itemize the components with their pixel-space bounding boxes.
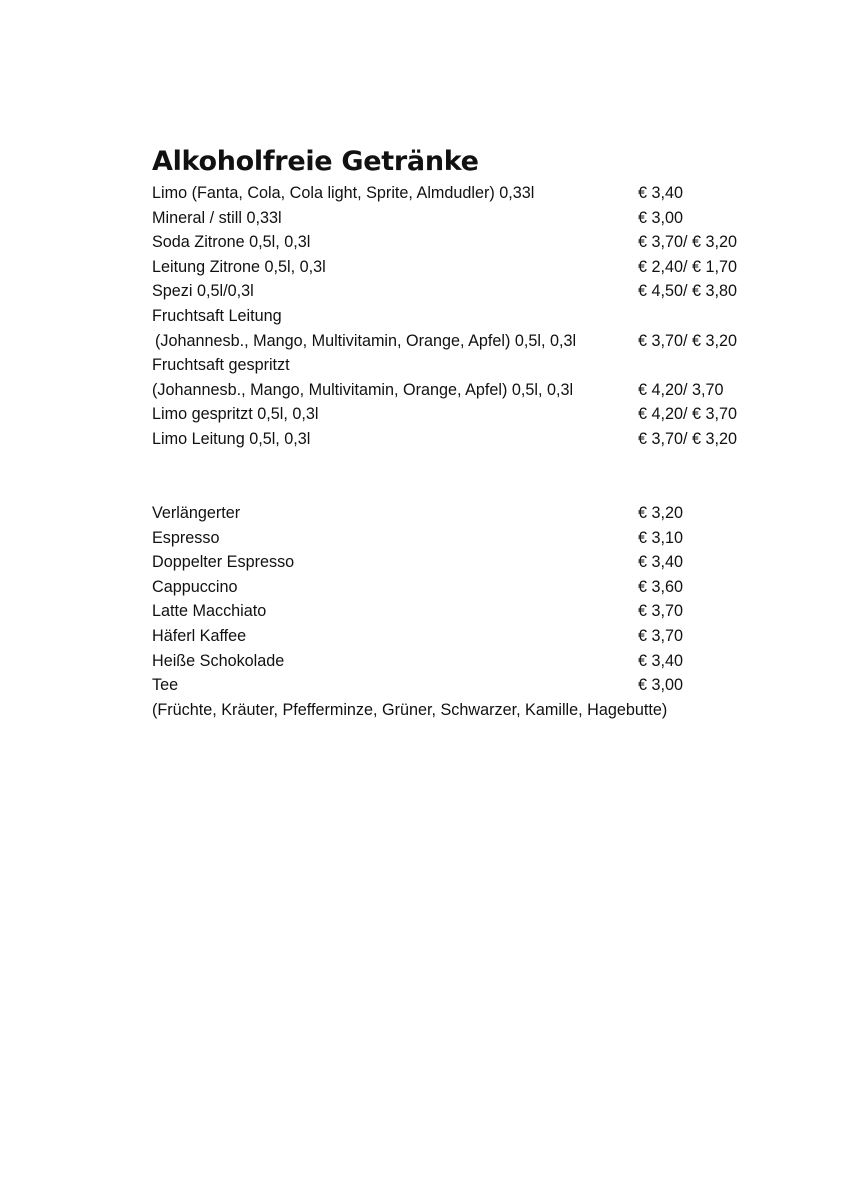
item-name: Fruchtsaft gespritzt <box>152 356 290 375</box>
item-price: € 3,70/ € 3,20 <box>638 233 738 252</box>
item-price: € 3,00 <box>638 208 684 227</box>
item-name: Mineral / still 0,33l <box>152 208 282 227</box>
item-price: € 4,20/ € 3,70 <box>638 405 738 424</box>
menu-item <box>152 501 792 526</box>
menu-item <box>152 329 792 354</box>
item-price: € 3,70/ € 3,20 <box>638 331 738 350</box>
menu-item <box>152 181 792 206</box>
item-price: € 3,10 <box>638 528 684 547</box>
item-name: Soda Zitrone 0,5l, 0,3l <box>152 233 311 252</box>
item-price: € 3,70 <box>638 602 684 621</box>
menu-item <box>152 402 792 427</box>
menu-item <box>152 427 792 452</box>
item-name: (Johannesb., Mango, Multivitamin, Orange, Apfel) 0,5l, 0,3l <box>152 380 574 399</box>
item-name: Cappuccino <box>152 577 238 596</box>
menu-item <box>152 353 792 378</box>
item-name: Fruchtsaft Leitung <box>152 306 282 325</box>
menu-item <box>152 575 792 600</box>
menu-item <box>152 304 792 329</box>
item-name: Limo (Fanta, Cola, Cola light, Sprite, Almdudler) 0,33l <box>152 184 535 202</box>
item-price: € 3,20 <box>638 504 684 522</box>
item-name: Latte Macchiato <box>152 602 267 621</box>
menu-item <box>152 550 792 575</box>
item-name: Limo gespritzt 0,5l, 0,3l <box>152 405 319 424</box>
item-price: € 3,00 <box>638 676 684 695</box>
menu-item <box>152 378 792 403</box>
item-name: Espresso <box>152 528 220 547</box>
menu-item <box>152 255 792 280</box>
page-title: Alkoholfreie Getränke <box>152 146 479 177</box>
item-name: Häferl Kaffee <box>152 626 247 645</box>
item-name: Doppelter Espresso <box>152 553 295 572</box>
item-price: € 3,40 <box>638 651 684 670</box>
menu-item <box>152 673 792 698</box>
item-name: (Johannesb., Mango, Multivitamin, Orange, Apfel) 0,5l, 0,3l <box>155 331 577 350</box>
item-price: € 3,40 <box>638 553 684 572</box>
item-name: Leitung Zitrone 0,5l, 0,3l <box>152 257 326 276</box>
soft-drinks-list <box>152 181 792 452</box>
item-price: € 3,40 <box>638 184 684 202</box>
item-name: Tee <box>152 676 179 695</box>
item-price: € 3,70/ € 3,20 <box>638 429 738 448</box>
menu-item <box>152 624 792 649</box>
item-price: € 4,20/ 3,70 <box>638 380 724 399</box>
item-price: € 4,50/ € 3,80 <box>638 282 738 301</box>
menu-item <box>152 279 792 304</box>
menu-item <box>152 649 792 674</box>
menu-item <box>152 230 792 255</box>
item-price: € 3,70 <box>638 626 684 645</box>
menu-item <box>152 599 792 624</box>
hot-drinks-list <box>152 501 792 722</box>
item-name: (Früchte, Kräuter, Pfefferminze, Grüner, Schwarzer, Kamille, Hagebutte) <box>152 700 668 719</box>
menu-item <box>152 526 792 551</box>
menu-item-note <box>152 698 792 723</box>
item-name: Spezi 0,5l/0,3l <box>152 282 254 301</box>
item-price: € 2,40/ € 1,70 <box>638 257 738 276</box>
menu-item <box>152 206 792 231</box>
item-price: € 3,60 <box>638 577 684 596</box>
item-name: Limo Leitung 0,5l, 0,3l <box>152 429 311 448</box>
item-name: Verlängerter <box>152 504 241 522</box>
item-name: Heiße Schokolade <box>152 651 285 670</box>
